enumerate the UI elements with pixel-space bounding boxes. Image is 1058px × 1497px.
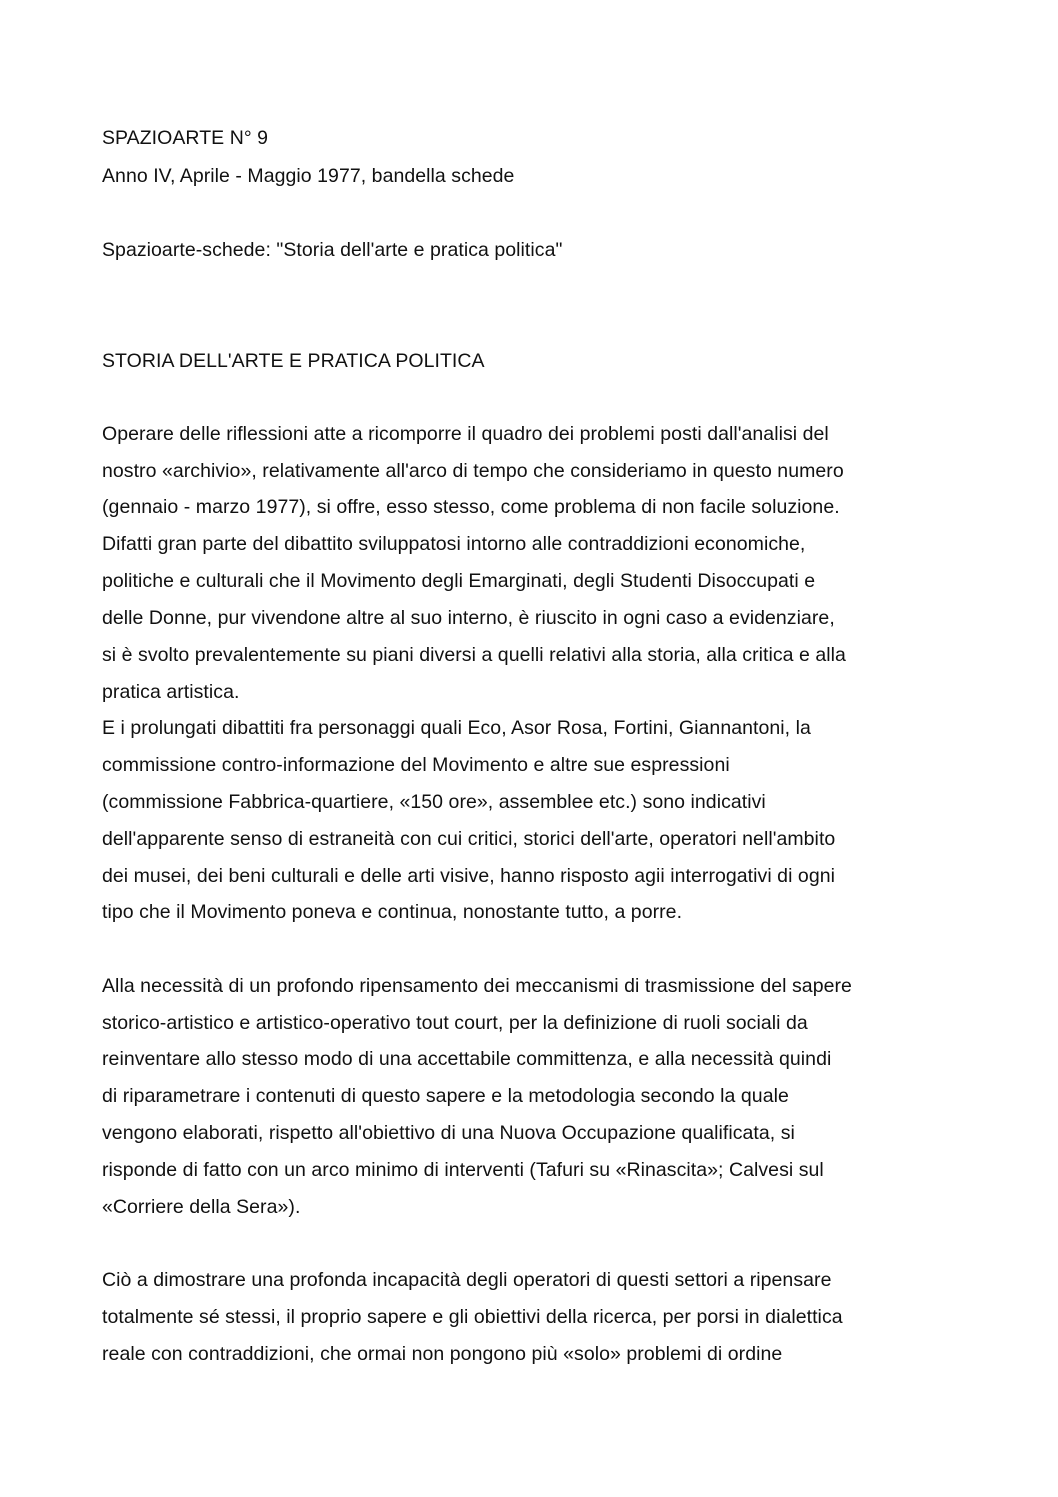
article-heading: STORIA DELL'ARTE E PRATICA POLITICA	[102, 350, 485, 372]
paragraph-2-line: Alla necessità di un profondo ripensamento dei meccanismi di trasmissione del sapere	[102, 975, 852, 997]
paragraph-2-line: storico-artistico e artistico-operativo tout court, per la definizione di ruoli sociali da	[102, 1012, 808, 1034]
paragraph-1-line: pratica artistica.	[102, 681, 240, 703]
paragraph-2-line: reinventare allo stesso modo di una accettabile committenza, e alla necessità quindi	[102, 1048, 832, 1070]
paragraph-3-line: reale con contraddizioni, che ormai non pongono più «solo» problemi di ordine	[102, 1343, 783, 1365]
paragraph-1-line: dei musei, dei beni culturali e delle arti visive, hanno risposto agii interrogativi di ogni	[102, 865, 835, 887]
paragraph-1-line: Operare delle riflessioni atte a ricomporre il quadro dei problemi posti dall'analisi del	[102, 423, 829, 445]
paragraph-1-line: politiche e culturali che il Movimento degli Emarginati, degli Studenti Disoccupati e	[102, 570, 816, 592]
paragraph-1-line: (gennaio - marzo 1977), si offre, esso stesso, come problema di non facile soluzione.	[102, 496, 840, 518]
paragraph-1-line: commissione contro-informazione del Movimento e altre sue espressioni	[102, 754, 730, 776]
paragraph-2-line: «Corriere della Sera»).	[102, 1196, 301, 1218]
paragraph-1-line: dell'apparente senso di estraneità con cui critici, storici dell'arte, operatori nell'ambito	[102, 828, 836, 850]
issue-info: Anno IV, Aprile - Maggio 1977, bandella schede	[102, 165, 515, 187]
paragraph-1-line: nostro «archivio», relativamente all'arco di tempo che consideriamo in questo numero	[102, 460, 844, 482]
paragraph-1-line: (commissione Fabbrica-quartiere, «150 ore», assemblee etc.) sono indicativi	[102, 791, 766, 813]
section-title: Spazioarte-schede: "Storia dell'arte e pratica politica"	[102, 239, 563, 261]
paragraph-3-line: Ciò a dimostrare una profonda incapacità degli operatori di questi settori a ripensare	[102, 1269, 832, 1291]
paragraph-1-line: delle Donne, pur vivendone altre al suo interno, è riuscito in ogni caso a evidenziare,	[102, 607, 835, 629]
paragraph-1-line: si è svolto prevalentemente su piani diversi a quelli relativi alla storia, alla critica e alla	[102, 644, 846, 666]
paragraph-1-line: tipo che il Movimento poneva e continua, nonostante tutto, a porre.	[102, 901, 683, 923]
paragraph-1-line: Difatti gran parte del dibattito sviluppatosi intorno alle contraddizioni economiche,	[102, 533, 806, 555]
magazine-title: SPAZIOARTE N° 9	[102, 127, 269, 149]
paragraph-3-line: totalmente sé stessi, il proprio sapere e gli obiettivi della ricerca, per porsi in dialettica	[102, 1306, 843, 1328]
paragraph-2-line: vengono elaborati, rispetto all'obiettivo di una Nuova Occupazione qualificata, si	[102, 1122, 795, 1144]
paragraph-2-line: di riparametrare i contenuti di questo sapere e la metodologia secondo la quale	[102, 1085, 789, 1107]
paragraph-2-line: risponde di fatto con un arco minimo di interventi (Tafuri su «Rinascita»; Calvesi sul	[102, 1159, 824, 1181]
paragraph-1-line: E i prolungati dibattiti fra personaggi quali Eco, Asor Rosa, Fortini, Giannantoni, la	[102, 717, 811, 739]
